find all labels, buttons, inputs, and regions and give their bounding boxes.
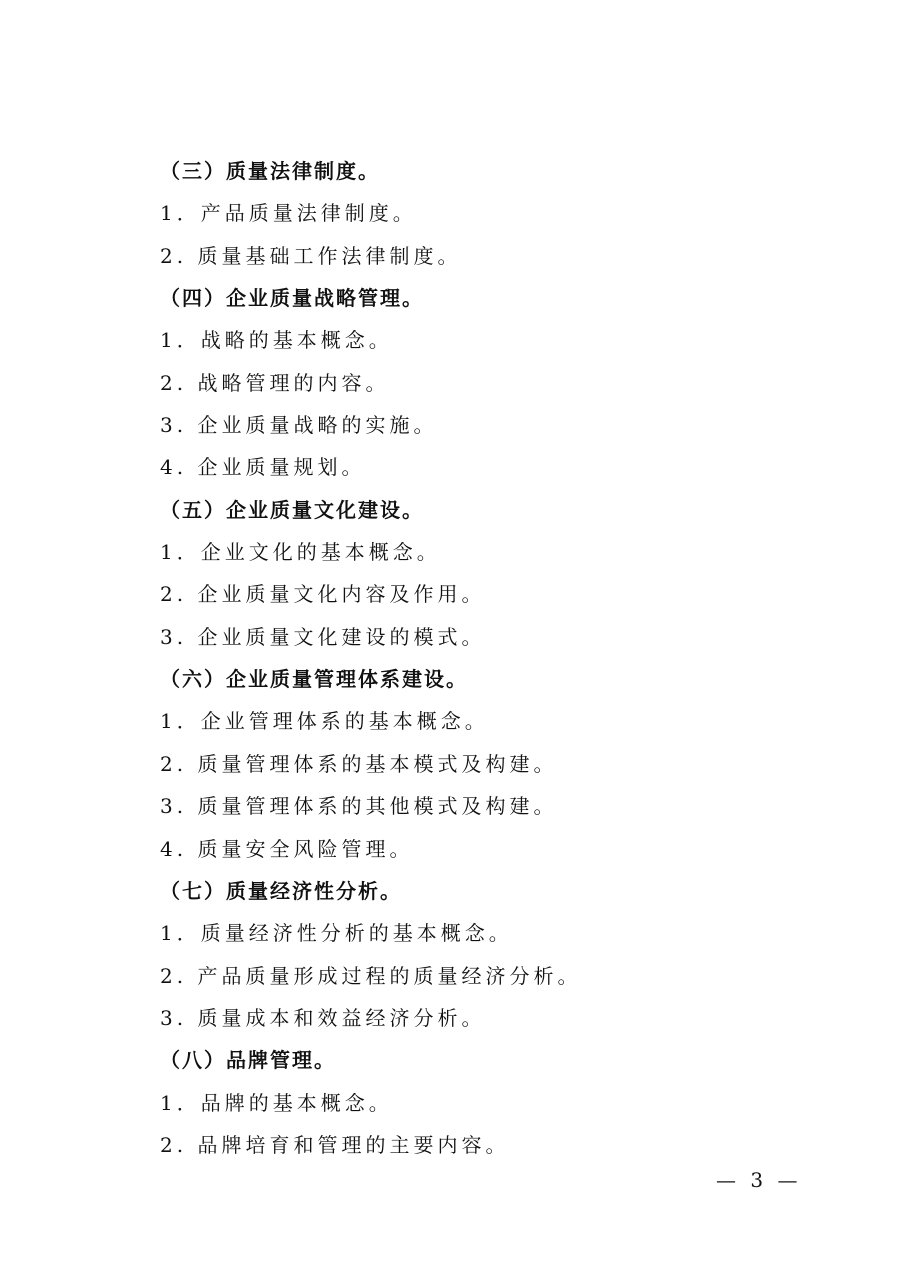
section-heading: （七）质量经济性分析。 — [160, 878, 402, 903]
list-item: 3. 企业质量战略的实施。 — [160, 413, 438, 438]
section-heading: （六）企业质量管理体系建设。 — [160, 667, 468, 692]
list-item: 1．企业管理体系的基本概念。 — [160, 709, 489, 734]
section-heading: （五）企业质量文化建设。 — [160, 497, 424, 522]
page-number: — 3 — — [716, 1168, 802, 1192]
list-item: 1．企业文化的基本概念。 — [160, 540, 441, 565]
list-item: 1．品牌的基本概念。 — [160, 1090, 393, 1115]
list-item: 3. 质量成本和效益经济分析。 — [160, 1005, 486, 1030]
document-body — [160, 150, 800, 1166]
list-item: 4. 质量安全风险管理。 — [160, 836, 414, 861]
list-item: 3. 企业质量文化建设的模式。 — [160, 624, 486, 649]
list-item: 2. 质量基础工作法律制度。 — [160, 243, 462, 268]
list-item: 2. 产品质量形成过程的质量经济分析。 — [160, 963, 582, 988]
section-heading: （三）质量法律制度。 — [160, 159, 380, 183]
section-heading: （八）品牌管理。 — [160, 1048, 336, 1073]
list-item: 2. 企业质量文化内容及作用。 — [160, 582, 486, 607]
list-item: 1．质量经济性分析的基本概念。 — [160, 921, 513, 946]
list-item: 4. 企业质量规划。 — [160, 455, 366, 480]
list-item: 2. 战略管理的内容。 — [160, 370, 390, 395]
list-item: 1．产品质量法律制度。 — [160, 201, 417, 226]
section-heading: （四）企业质量战略管理。 — [160, 286, 424, 311]
list-item: 2. 质量管理体系的基本模式及构建。 — [160, 751, 558, 776]
list-item: 2. 品牌培育和管理的主要内容。 — [160, 1132, 510, 1157]
list-item: 3. 质量管理体系的其他模式及构建。 — [160, 794, 558, 819]
list-item: 1．战略的基本概念。 — [160, 328, 393, 353]
